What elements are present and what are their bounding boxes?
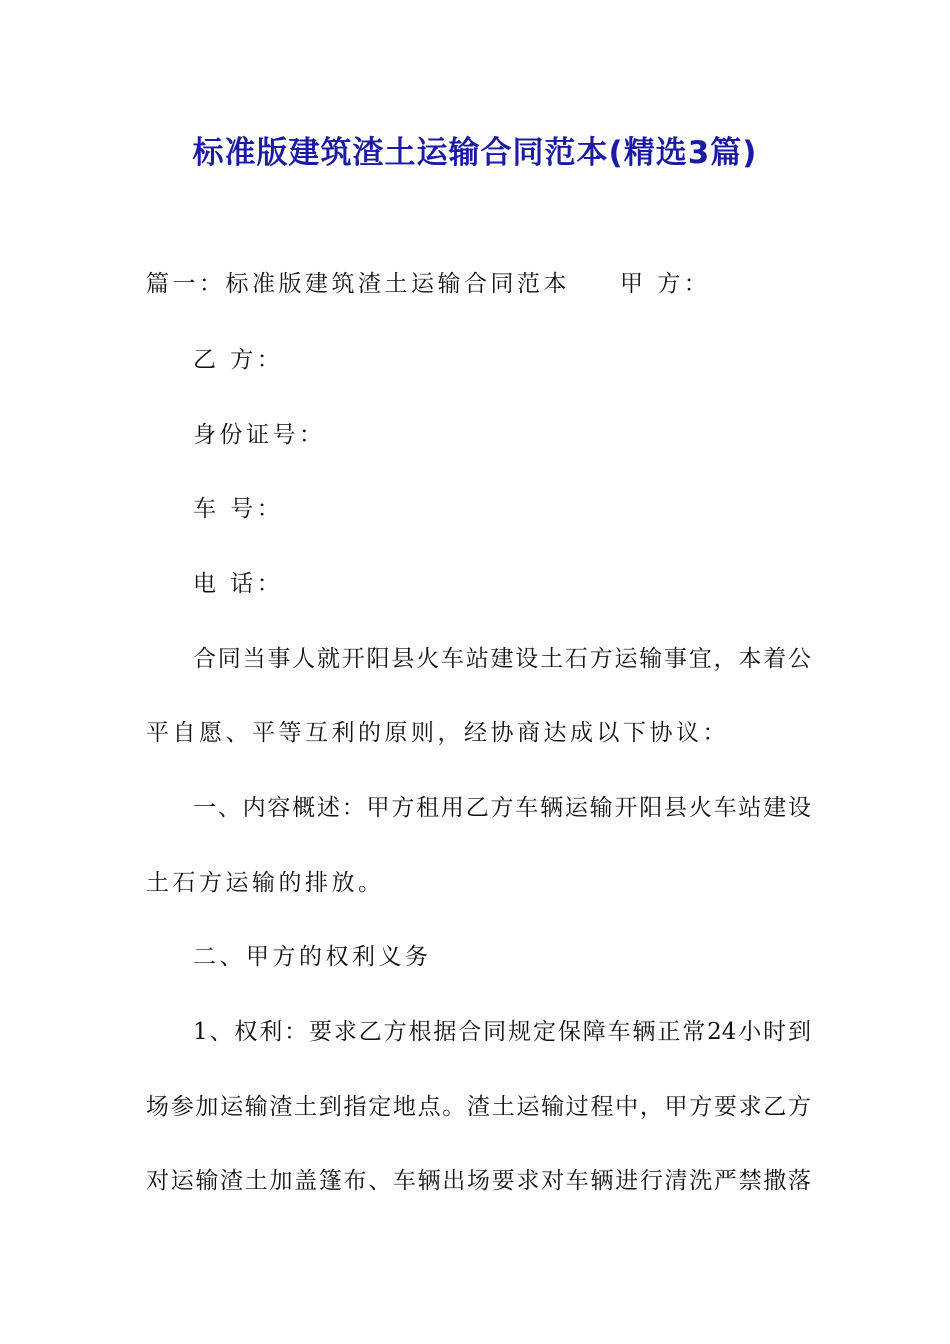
party-b-label: 乙 方： — [193, 347, 284, 373]
paragraph-line: 对运输渣土加盖篷布、车辆出场要求对车辆进行清洗严禁撒落 — [146, 1168, 811, 1194]
party-a-label: 甲 方： — [620, 271, 711, 297]
document-title: 标准版建筑渣土运输合同范本(精选3篇) — [192, 135, 758, 171]
paragraph-line: 土石方运输的排放。 — [146, 870, 385, 896]
phone-label: 电 话： — [193, 571, 284, 597]
section-heading-line — [146, 268, 811, 300]
paragraph-line: 一、内容概述：甲方租用乙方车辆运输开阳县火车站建设 — [193, 795, 811, 821]
section-subheading: 二、甲方的权利义务 — [193, 944, 432, 970]
paragraph-line: 场参加运输渣土到指定地点。渣土运输过程中，甲方要求乙方 — [146, 1094, 811, 1120]
paragraph-line: 1、权利：要求乙方根据合同规定保障车辆正常24小时到 — [193, 1019, 811, 1045]
section-heading: 篇一：标准版建筑渣土运输合同范本 — [146, 271, 570, 297]
id-number-label: 身份证号： — [193, 422, 326, 448]
vehicle-number-label: 车 号： — [193, 496, 284, 522]
paragraph-line: 合同当事人就开阳县火车站建设土石方运输事宜，本着公 — [193, 646, 811, 672]
paragraph-line: 平自愿、平等互利的原则，经协商达成以下协议： — [146, 720, 729, 746]
